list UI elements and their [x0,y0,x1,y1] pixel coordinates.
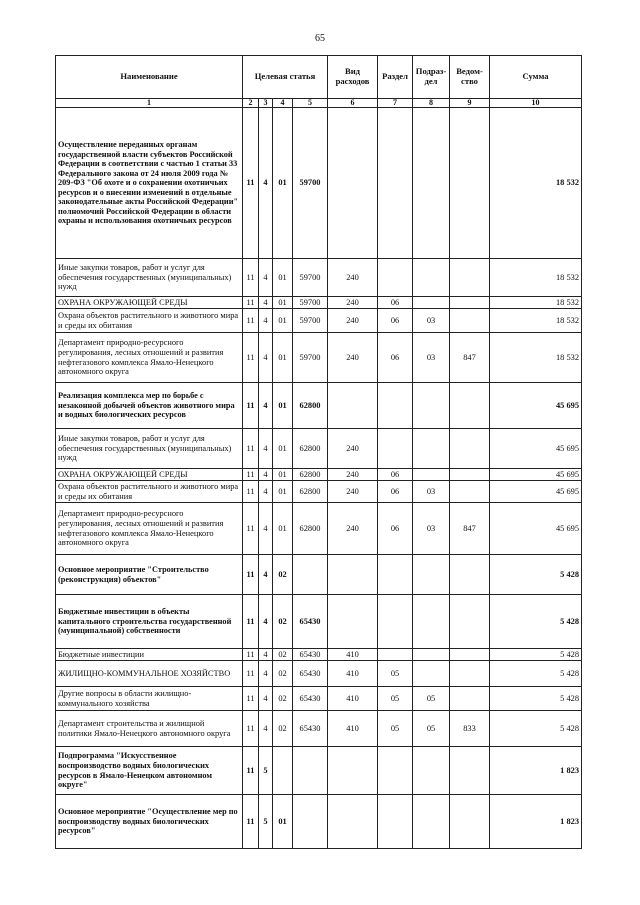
target-part-2: 4 [259,259,273,297]
amount: 18 532 [490,333,582,383]
target-part-1: 11 [243,108,259,259]
row-name: ОХРАНА ОКРУЖАЮЩЕЙ СРЕДЫ [56,469,243,481]
target-part-4: 65430 [293,595,328,649]
table-row [56,595,582,649]
column-index: 6 [328,99,378,108]
column-index: 10 [490,99,582,108]
row-name: Департамент природно-ресурсного регулирования, лесных отношений и развития нефтегазового комплекса Ямало-Ненецкого автономного округа [56,333,243,383]
section [378,259,413,297]
amount: 5 428 [490,649,582,661]
row-name: Департамент природно-ресурсного регулирования, лесных отношений и развития нефтегазового комплекса Ямало-Ненецкого автономного округа [56,503,243,555]
amount: 45 695 [490,383,582,429]
target-part-4 [293,555,328,595]
row-name: Иные закупки товаров, работ и услуг для обеспечения государственных (муниципальных) нужд [56,259,243,297]
column-index: 4 [273,99,293,108]
row-name: Охрана объектов растительного и животного мира и среды их обитания [56,309,243,333]
column-index-row [56,99,582,108]
table-row [56,469,582,481]
expense-type: 240 [328,481,378,503]
row-name: Департамент строительства и жилищной политики Ямало-Ненецкого автономного округа [56,711,243,747]
column-index: 5 [293,99,328,108]
target-part-1: 11 [243,687,259,711]
target-part-4: 59700 [293,108,328,259]
amount: 5 428 [490,711,582,747]
department [450,259,490,297]
subsection [413,661,450,687]
column-index: 8 [413,99,450,108]
expense-type: 240 [328,259,378,297]
department [450,687,490,711]
target-part-2: 4 [259,661,273,687]
section [378,649,413,661]
target-part-1: 11 [243,747,259,795]
budget-table [55,55,582,849]
target-part-4: 59700 [293,259,328,297]
target-part-2: 4 [259,309,273,333]
target-part-3: 01 [273,259,293,297]
column-index: 9 [450,99,490,108]
target-part-4 [293,795,328,849]
expense-type: 410 [328,649,378,661]
target-part-4: 65430 [293,711,328,747]
target-part-2: 4 [259,649,273,661]
section [378,383,413,429]
table-row [56,649,582,661]
subsection [413,108,450,259]
target-part-1: 11 [243,661,259,687]
row-name: Бюджетные инвестиции [56,649,243,661]
subsection [413,795,450,849]
subsection [413,383,450,429]
target-part-3: 01 [273,503,293,555]
expense-type [328,108,378,259]
department [450,747,490,795]
amount: 45 695 [490,503,582,555]
expense-type [328,555,378,595]
section: 06 [378,333,413,383]
amount: 1 823 [490,747,582,795]
target-part-3: 01 [273,297,293,309]
subsection [413,747,450,795]
target-part-3 [273,747,293,795]
header-department: Ведом-ство [450,56,490,99]
target-part-2: 4 [259,481,273,503]
table-row [56,661,582,687]
target-part-4 [293,747,328,795]
target-part-2: 4 [259,687,273,711]
target-part-2: 4 [259,333,273,383]
expense-type: 410 [328,661,378,687]
subsection [413,469,450,481]
amount: 18 532 [490,259,582,297]
target-part-2: 4 [259,297,273,309]
subsection [413,555,450,595]
target-part-3: 02 [273,555,293,595]
target-part-4: 62800 [293,429,328,469]
expense-type [328,795,378,849]
header-row [56,56,582,99]
target-part-2: 4 [259,429,273,469]
row-name: ЖИЛИЩНО-КОММУНАЛЬНОЕ ХОЗЯЙСТВО [56,661,243,687]
section [378,108,413,259]
target-part-2: 4 [259,711,273,747]
target-part-4: 62800 [293,481,328,503]
table-row [56,795,582,849]
section: 05 [378,687,413,711]
target-part-3: 02 [273,711,293,747]
row-name: ОХРАНА ОКРУЖАЮЩЕЙ СРЕДЫ [56,297,243,309]
header-name: Наименование [56,56,243,99]
department [450,795,490,849]
subsection [413,259,450,297]
target-part-1: 11 [243,795,259,849]
department [450,469,490,481]
target-part-3: 02 [273,649,293,661]
table-row [56,503,582,555]
subsection [413,429,450,469]
column-index: 7 [378,99,413,108]
expense-type: 240 [328,503,378,555]
expense-type: 410 [328,687,378,711]
target-part-3: 01 [273,108,293,259]
subsection [413,297,450,309]
target-part-2: 5 [259,795,273,849]
table-row [56,429,582,469]
column-index: 3 [259,99,273,108]
expense-type: 410 [328,711,378,747]
department [450,481,490,503]
table-row [56,297,582,309]
target-part-3: 02 [273,595,293,649]
target-part-2: 4 [259,383,273,429]
subsection: 03 [413,309,450,333]
column-index: 2 [243,99,259,108]
table-row [56,711,582,747]
department [450,661,490,687]
column-index: 1 [56,99,243,108]
department [450,297,490,309]
header-expense-type: Вид расходов [328,56,378,99]
amount: 5 428 [490,687,582,711]
target-part-3: 01 [273,481,293,503]
header-target: Целевая статья [243,56,328,99]
row-name: Реализация комплекса мер по борьбе с незаконной добычей объектов животного мира и водных биологических ресурсов [56,383,243,429]
amount: 1 823 [490,795,582,849]
target-part-4: 59700 [293,297,328,309]
section: 05 [378,711,413,747]
table-row [56,333,582,383]
expense-type [328,747,378,795]
section: 06 [378,503,413,555]
expense-type: 240 [328,429,378,469]
target-part-1: 11 [243,309,259,333]
target-part-4: 65430 [293,661,328,687]
amount: 18 532 [490,297,582,309]
row-name: Бюджетные инвестиции в объекты капитального строительства государственной (муниципальной) собственности [56,595,243,649]
target-part-4: 62800 [293,503,328,555]
target-part-3: 01 [273,795,293,849]
target-part-1: 11 [243,649,259,661]
section [378,555,413,595]
expense-type: 240 [328,297,378,309]
target-part-2: 4 [259,595,273,649]
expense-type: 240 [328,333,378,383]
target-part-3: 01 [273,429,293,469]
section: 06 [378,297,413,309]
expense-type: 240 [328,469,378,481]
row-name: Иные закупки товаров, работ и услуг для обеспечения государственных (муниципальных) нужд [56,429,243,469]
subsection [413,649,450,661]
target-part-1: 11 [243,503,259,555]
section: 06 [378,481,413,503]
target-part-1: 11 [243,555,259,595]
department [450,595,490,649]
section: 05 [378,661,413,687]
amount: 5 428 [490,555,582,595]
target-part-1: 11 [243,383,259,429]
section [378,595,413,649]
target-part-1: 11 [243,595,259,649]
table-row [56,309,582,333]
target-part-3: 01 [273,333,293,383]
target-part-4: 59700 [293,309,328,333]
table-row [56,259,582,297]
target-part-3: 01 [273,309,293,333]
row-name: Охрана объектов растительного и животного мира и среды их обитания [56,481,243,503]
row-name: Основное мероприятие "Осуществление мер по воспроизводству водных биологических ресурсов" [56,795,243,849]
target-part-3: 01 [273,469,293,481]
expense-type [328,595,378,649]
amount: 18 532 [490,309,582,333]
amount: 5 428 [490,661,582,687]
row-name: Подпрограмма "Искусственное воспроизводство водных биологических ресурсов в Ямало-Ненецком автономном округе" [56,747,243,795]
row-name: Основное мероприятие "Строительство (реконструкция) объектов" [56,555,243,595]
table-row [56,687,582,711]
table-row [56,383,582,429]
target-part-2: 4 [259,469,273,481]
table-row [56,108,582,259]
target-part-1: 11 [243,711,259,747]
department: 847 [450,503,490,555]
section [378,429,413,469]
target-part-2: 4 [259,108,273,259]
department [450,429,490,469]
subsection: 03 [413,503,450,555]
target-part-3: 02 [273,687,293,711]
department [450,649,490,661]
department: 833 [450,711,490,747]
target-part-1: 11 [243,429,259,469]
header-subsection: Подраз-дел [413,56,450,99]
target-part-1: 11 [243,481,259,503]
subsection: 05 [413,711,450,747]
section: 06 [378,309,413,333]
amount: 45 695 [490,481,582,503]
department [450,383,490,429]
subsection [413,595,450,649]
department: 847 [450,333,490,383]
target-part-2: 4 [259,503,273,555]
table-row [56,747,582,795]
amount: 5 428 [490,595,582,649]
department [450,309,490,333]
target-part-4: 59700 [293,333,328,383]
target-part-1: 11 [243,259,259,297]
target-part-2: 5 [259,747,273,795]
target-part-3: 01 [273,383,293,429]
target-part-4: 65430 [293,687,328,711]
target-part-1: 11 [243,333,259,383]
target-part-4: 62800 [293,383,328,429]
department [450,108,490,259]
subsection: 03 [413,333,450,383]
target-part-2: 4 [259,555,273,595]
department [450,555,490,595]
target-part-4: 62800 [293,469,328,481]
target-part-3: 02 [273,661,293,687]
subsection: 05 [413,687,450,711]
row-name: Другие вопросы в области жилищно-коммунального хозяйства [56,687,243,711]
header-section: Раздел [378,56,413,99]
expense-type [328,383,378,429]
amount: 18 532 [490,108,582,259]
expense-type: 240 [328,309,378,333]
header-amount: Сумма [490,56,582,99]
row-name: Осуществление переданных органам государственной власти субъектов Российской Федерации в соответствии с частью 1 статьи 33 Федерального закона от 24 июля 2009 года № 209-ФЗ "Об охоте и о сохранении охотничьих ресурсов и о внесении изменений в отдельные законодательные акты Российской Федерации" полномочий Российской Федерации в области охраны и использования охотничьих ресурсов [56,108,243,259]
amount: 45 695 [490,429,582,469]
target-part-1: 11 [243,297,259,309]
table-row [56,481,582,503]
subsection: 03 [413,481,450,503]
amount: 45 695 [490,469,582,481]
section [378,747,413,795]
table-row [56,555,582,595]
section [378,795,413,849]
target-part-4: 65430 [293,649,328,661]
section: 06 [378,469,413,481]
target-part-1: 11 [243,469,259,481]
page-number: 65 [315,33,325,44]
